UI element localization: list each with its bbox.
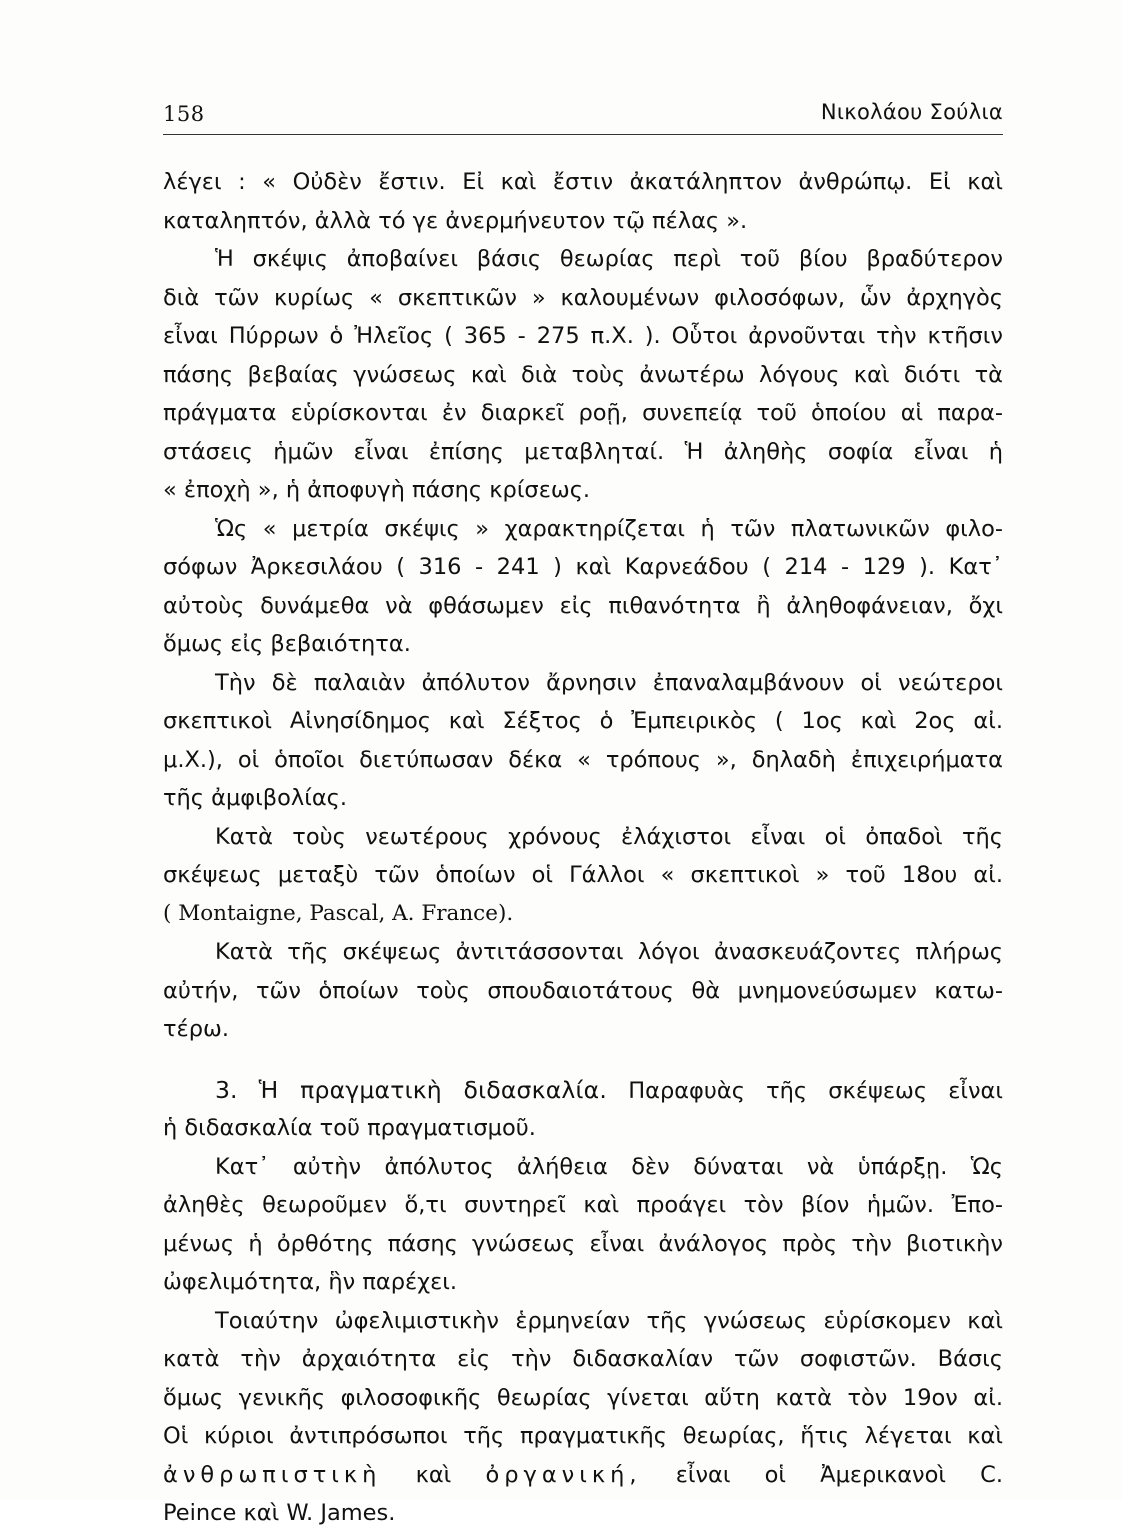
text-line: Peince καὶ W. James. [163,1500,396,1526]
section-spacer [163,1049,1003,1071]
text-line: ὠφελιμότητα, ἣν παρέχει. [163,1269,458,1295]
section-number: 3. [215,1075,238,1104]
text-line: Κατ᾿ αὐτὴν ἀπόλυτος ἀλήθεια δὲν δύναται νὰ ὑπάρξῃ. Ὡς [215,1153,1003,1180]
text-line: σκέψεως μεταξὺ τῶν ὁποίων οἱ Γάλλοι « σκεπτικοὶ » τοῦ 18ου αἰ. [163,862,1003,888]
text-line: αὐτοὺς δυνάμεθα νὰ φθάσωμεν εἰς πιθανότητα ἢ ἀληθοφάνειαν, ὄχι [163,592,1003,619]
text-line: πράγματα εὑρίσκονται ἐν διαρκεῖ ροῇ, συνεπείᾳ τοῦ ὁποίου αἱ παρα- [163,400,1003,426]
section-heading-text: Παραφυὰς τῆς σκέψεως εἶναι [628,1077,1003,1104]
text-line: καταληπτόν, ἀλλὰ τό γε ἀνερμήνευτον τῷ πέλας ». [163,207,748,234]
spaced-term: ὀργανική, [485,1461,642,1488]
text-line: ὅμως εἰς βεβαιότητα. [163,631,411,657]
text-line: Κατὰ τῆς σκέψεως ἀντιτάσσονται λόγοι ἀνασκευάζοντες πλήρως [215,939,1003,965]
text-line: εἶναι Πύρρων ὁ Ἠλεῖος ( 365 - 275 π.Χ. ). Οὗτοι ἀρνοῦνται τὴν κτῆσιν [163,323,1003,349]
line-rest: εἶναι οἱ Ἀμερικανοὶ C. [675,1461,1004,1488]
text-line: πάσης βεβαίας γνώσεως καὶ διὰ τοὺς ἀνωτέρω λόγους καὶ διότι τὰ [163,361,1003,388]
text-line: αὐτήν, τῶν ὁποίων τοὺς σπουδαιοτάτους θὰ μνημονεύσωμεν κατω- [163,977,1003,1004]
text-line: Τὴν δὲ παλαιὰν ἀπόλυτον ἄρνησιν ἐπαναλαμβάνουν οἱ νεώτεροι [215,669,1003,696]
running-head: Νικολάου Σούλια [820,100,1003,124]
text-line: μ.Χ.), οἱ ὁποῖοι διετύπωσαν δέκα « τρόπους », δηλαδὴ ἐπιχειρήματα [163,746,1003,773]
text-line: κατὰ τὴν ἀρχαιότητα εἰς τὴν διδασκαλίαν τῶν σοφιστῶν. Βάσις [163,1346,1003,1372]
text-line: Κατὰ τοὺς νεωτέρους χρόνους ἐλάχιστοι εἶναι οἱ ὀπαδοὶ τῆς [215,823,1003,850]
text-line: σόφων Ἀρκεσιλάου ( 316 - 241 ) καὶ Καρνεάδου ( 214 - 129 ). Κατ᾿ [163,554,1003,580]
text-line: τέρω. [163,1016,229,1042]
text-line: ( Montaigne, Pascal, A. France). [163,900,514,926]
text-line: στάσεις ἡμῶν εἶναι ἐπίσης μεταβληταί. Ἡ ἀληθὴς σοφία εἶναι ἡ [163,438,1003,465]
text-line: « ἐποχὴ », ἡ ἀποφυγὴ πάσης κρίσεως. [163,477,591,503]
text-line: Ἡ σκέψις ἀποβαίνει βάσις θεωρίας περὶ τοῦ βίου βραδύτερον [215,246,1003,272]
section-title: Ἡ πραγματικὴ διδασκαλία. [258,1075,608,1104]
text-line: ἡ διδασκαλία τοῦ πραγματισμοῦ. [163,1115,536,1141]
text-line: Ὡς « μετρία σκέψις » χαρακτηρίζεται ἡ τῶν πλατωνικῶν φιλο- [215,515,1003,542]
conjunction: καὶ [415,1461,452,1488]
text-line: Οἱ κύριοι ἀντιπρόσωποι τῆς πραγματικῆς θεωρίας, ἥτις λέγεται καὶ [163,1423,1003,1449]
spaced-emphasis-line [163,1456,1003,1495]
page-number: 158 [163,102,205,126]
page-body [163,163,1003,1533]
page-header [163,98,1003,135]
text-line: διὰ τῶν κυρίως « σκεπτικῶν » καλουμένων φιλοσόφων, ὧν ἀρχηγὸς [163,284,1003,311]
text-line: ὅμως γενικῆς φιλοσοφικῆς θεωρίας γίνεται αὕτη κατὰ τὸν 19ον αἰ. [163,1384,1003,1411]
text-line: σκεπτικοὶ Αἰνησίδημος καὶ Σέξτος ὁ Ἐμπειρικὸς ( 1ος καὶ 2ος αἰ. [163,708,1003,734]
text-line: μένως ἡ ὀρθότης πάσης γνώσεως εἶναι ἀνάλογος πρὸς τὴν βιοτικὴν [163,1230,1003,1257]
text-line: τῆς ἀμφιβολίας. [163,785,348,811]
text-line: ἀληθὲς θεωροῦμεν ὅ,τι συντηρεῖ καὶ προάγει τὸν βίον ἡμῶν. Ἐπο- [163,1192,1003,1218]
spaced-term: ἀνθρωπιστικὴ [163,1461,382,1488]
text-line: λέγει : « Οὐδὲν ἔστιν. Εἰ καὶ ἔστιν ἀκατάληπτον ἀνθρώπῳ. Εἰ καὶ [163,169,1003,195]
section-heading-line [163,1071,1003,1110]
text-line: Τοιαύτην ὠφελιμιστικὴν ἑρμηνείαν τῆς γνώσεως εὑρίσκομεν καὶ [215,1307,1003,1334]
